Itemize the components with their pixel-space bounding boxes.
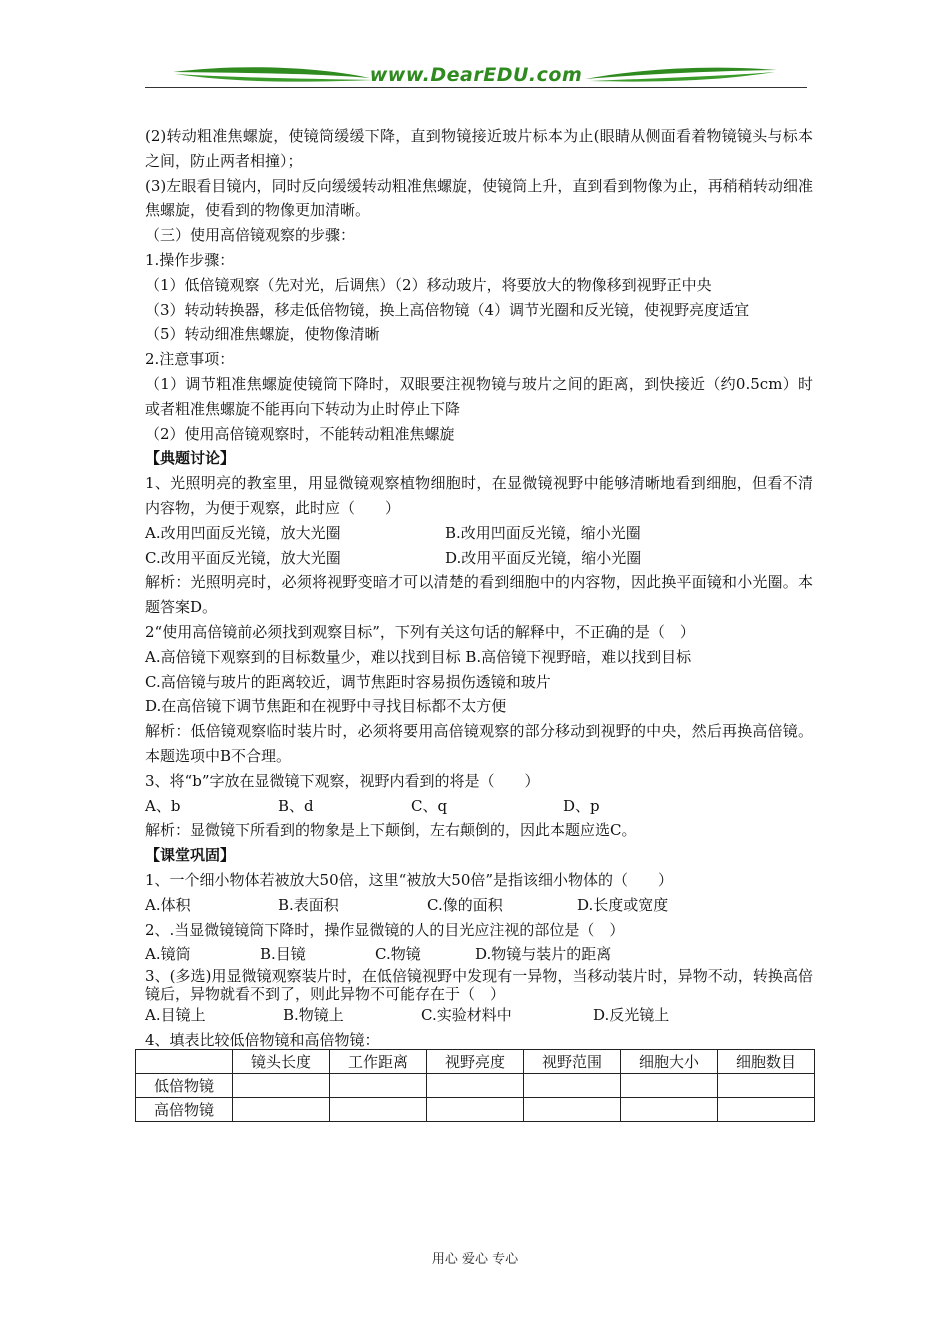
paragraph: （5）转动细准焦螺旋，使物像清晰 <box>145 325 380 344</box>
table-cell[interactable] <box>427 1074 524 1098</box>
option: B.改用凹面反光镜，缩小光圈 <box>445 523 641 542</box>
paragraph: （三）使用高倍镜观察的步骤： <box>145 226 356 245</box>
table-header-cell: 细胞大小 <box>621 1050 718 1074</box>
paragraph: 1.操作步骤： <box>145 250 235 269</box>
option: A.高倍镜下观察到的目标数量少，难以找到目标 B.高倍镜下视野暗，难以找到目标 <box>145 647 692 666</box>
table-cell[interactable] <box>718 1098 815 1122</box>
option: C.改用平面反光镜，放大光圈 <box>145 548 341 567</box>
table-cell[interactable] <box>524 1098 621 1122</box>
paragraph: （2）使用高倍镜观察时，不能转动粗准焦螺旋 <box>145 424 455 443</box>
table-row-label: 低倍物镜 <box>136 1074 233 1098</box>
site-logo-text: www.DearEDU.com <box>369 64 583 86</box>
table-header-cell: 视野亮度 <box>427 1050 524 1074</box>
option: C.高倍镜与玻片的距离较近，调节焦距时容易损伤透镜和玻片 <box>145 672 551 691</box>
question: 2、.当显微镜镜筒下降时，操作显微镜的人的目光应注视的部位是（ ） <box>145 920 625 939</box>
option: B.物镜上 <box>283 1006 344 1025</box>
header-divider <box>145 87 807 88</box>
table-header-cell: 细胞数目 <box>718 1050 815 1074</box>
option: B.表面积 <box>278 895 339 914</box>
table-header-cell: 工作距离 <box>330 1050 427 1074</box>
answer-analysis: 解析：光照明亮时，必须将视野变暗才可以清楚的看到细胞中的内容物，因此换平面镜和小光圈。本题答案D。 <box>145 573 813 617</box>
question: 3、将“b”字放在显微镜下观察，视野内看到的将是（ ） <box>145 771 540 790</box>
table-header-cell: 镜头长度 <box>233 1050 330 1074</box>
table-cell[interactable] <box>524 1074 621 1098</box>
paragraph: （3）转动转换器，移走低倍物镜，换上高倍物镜（4）调节光圈和反光镜，使视野亮度适宜 <box>145 300 750 319</box>
question: 1、一个细小物体若被放大50倍，这里“被放大50倍”是指该细小物体的（ ） <box>145 870 674 889</box>
table-header-cell <box>136 1050 233 1074</box>
section-title: 【课堂巩固】 <box>145 846 236 865</box>
option-row <box>145 546 813 571</box>
option: A.镜筒 <box>145 945 191 964</box>
option: A.改用凹面反光镜，放大光圈 <box>145 523 341 542</box>
option: D.在高倍镜下调节焦距和在视野中寻找目标都不太方便 <box>145 697 507 716</box>
section-title: 【典题讨论】 <box>145 449 236 468</box>
option: D.反光镜上 <box>593 1006 670 1025</box>
document-body <box>145 124 813 1053</box>
table-header-row <box>136 1050 815 1074</box>
table-cell[interactable] <box>621 1098 718 1122</box>
option: B.目镜 <box>260 945 306 964</box>
comparison-table <box>135 1049 815 1122</box>
option: C.像的面积 <box>427 895 503 914</box>
table-cell[interactable] <box>233 1098 330 1122</box>
option-row <box>145 942 813 967</box>
answer-analysis: 解析：低倍镜观察临时装片时，必须将要用高倍镜观察的部分移动到视野的中央，然后再换高倍镜。本题选项中B不合理。 <box>145 722 813 765</box>
option: A.体积 <box>145 895 191 914</box>
paragraph: (3)左眼看目镜内，同时反向缓缓转动粗准焦螺旋，使镜筒上升，直到看到物像为止，再稍稍转动细准焦螺旋，使看到的物像更加清晰。 <box>145 176 813 220</box>
option: D.物镜与装片的距离 <box>475 945 612 964</box>
paragraph: (2)转动粗准焦螺旋，使镜筒缓缓下降，直到物镜接近玻片标本为止(眼睛从侧面看着物镜镜头与标本之间，防止两者相撞）； <box>145 127 813 170</box>
paragraph: 2.注意事项： <box>145 350 235 369</box>
option-row <box>145 794 813 819</box>
page-footer: 用心 爱心 专心 <box>431 1252 519 1267</box>
option: A、b <box>145 796 181 815</box>
option: D.改用平面反光镜，缩小光圈 <box>445 548 642 567</box>
table-row <box>136 1098 815 1122</box>
table-cell[interactable] <box>330 1098 427 1122</box>
option: A.目镜上 <box>145 1006 206 1025</box>
paragraph: （1）调节粗准焦螺旋使镜筒下降时，双眼要注视物镜与玻片之间的距离，到快接近（约0.5cm）时或者粗准焦螺旋不能再向下转动为止时停止下降 <box>145 374 813 418</box>
option: C.实验材料中 <box>421 1006 512 1025</box>
table-row <box>136 1074 815 1098</box>
question: 1、光照明亮的教室里，用显微镜观察植物细胞时，在显微镜视野中能够清晰地看到细胞，但看不清内容物，为便于观察，此时应（ ） <box>145 474 813 517</box>
option: C、q <box>411 796 448 815</box>
table-cell[interactable] <box>427 1098 524 1122</box>
table-header-cell: 视野范围 <box>524 1050 621 1074</box>
option-row <box>145 893 813 918</box>
question: 3、(多选)用显微镜观察装片时，在低倍镜视野中发现有一异物，当移动装片时，异物不动，转换高倍镜后，异物就看不到了，则此异物不可能存在于（ ） <box>145 967 813 1004</box>
option-row <box>145 521 813 546</box>
option-row <box>145 1003 813 1028</box>
option: D、p <box>563 796 600 815</box>
option: C.物镜 <box>375 945 421 964</box>
option: B、d <box>278 796 314 815</box>
answer-analysis: 解析：显微镜下所看到的物象是上下颠倒，左右颠倒的，因此本题应选C。 <box>145 821 637 840</box>
table-cell[interactable] <box>233 1074 330 1098</box>
table-cell[interactable] <box>718 1074 815 1098</box>
question: 4、填表比较低倍物镜和高倍物镜： <box>145 1030 380 1049</box>
paragraph: （1）低倍镜观察（先对光，后调焦）（2）移动玻片，将要放大的物像移到视野正中央 <box>145 275 712 294</box>
table-row-label: 高倍物镜 <box>136 1098 233 1122</box>
table-cell[interactable] <box>621 1074 718 1098</box>
table-cell[interactable] <box>330 1074 427 1098</box>
option: D.长度或宽度 <box>577 895 669 914</box>
question: 2“使用高倍镜前必须找到观察目标”，下列有关这句话的解释中，不正确的是（ ） <box>145 622 695 641</box>
